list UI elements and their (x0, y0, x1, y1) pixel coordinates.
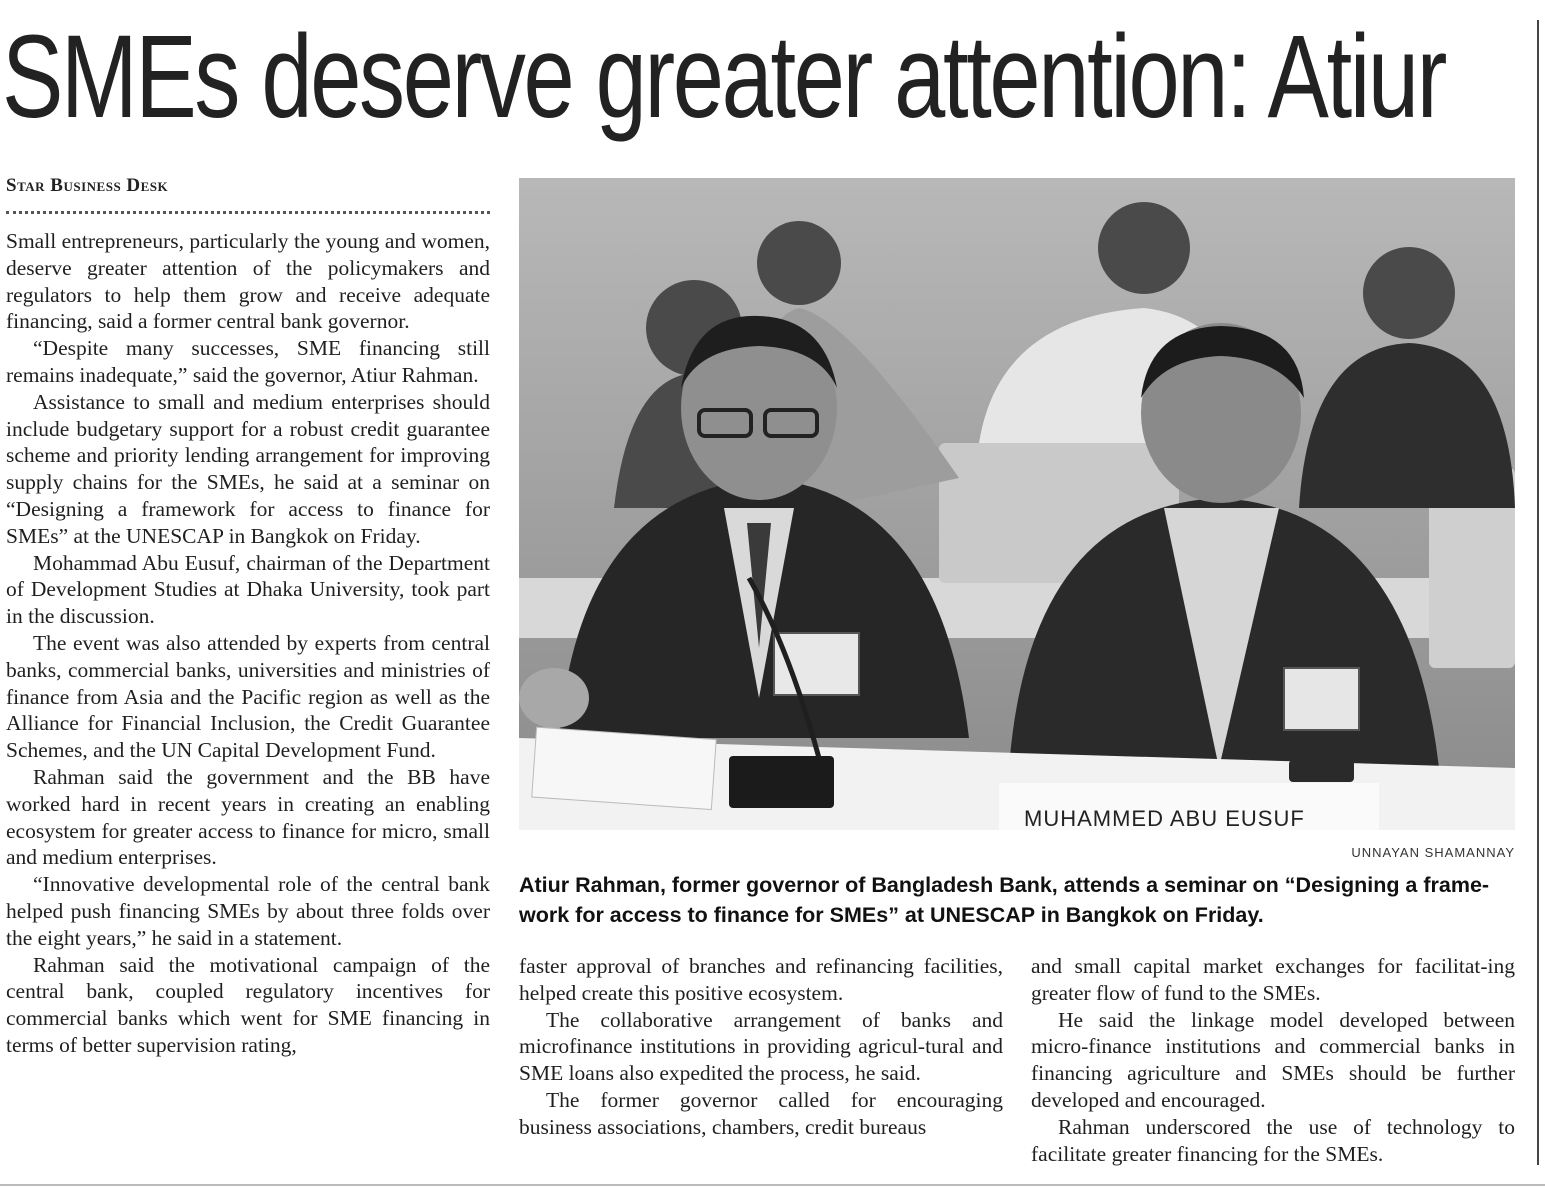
article-column-3 (1031, 953, 1515, 1167)
article-column-2 (519, 953, 1003, 1141)
paragraph: Assistance to small and medium enterprises should include budgetary support for a robust credit guarantee scheme and priority lending arrangement for improving supply chains for the SMEs, he said at a seminar on “Designing a framework for access to finance for SMEs” at the UNESCAP in Bangkok on Friday. (6, 389, 490, 548)
paragraph: Mohammad Abu Eusuf, chairman of the Department of Development Studies at Dhaka University, took part in the discussion. (6, 550, 490, 629)
paragraph: The collaborative arrangement of banks and microfinance institutions in providing agricul-tural and SME loans also expedited the process, he said. (519, 1007, 1003, 1086)
nameplate-text: MUHAMMED ABU EUSUF (1024, 806, 1305, 830)
seminar-photo-illustration (519, 178, 1515, 830)
paragraph: Rahman underscored the use of technology to facilitate greater financing for the SMEs. (1031, 1114, 1515, 1166)
paragraph: and small capital market exchanges for facilitat-ing greater flow of fund to the SMEs. (1031, 954, 1515, 1005)
paragraph: Rahman said the government and the BB have worked hard in recent years in creating an enabling ecosystem for greater access to finance for micro, small and medium enterprises. (6, 764, 490, 870)
paragraph: The former governor called for encouraging business associations, chambers, credit bureaus (519, 1087, 1003, 1139)
photo-credit: UNNAYAN SHAMANNAY (1351, 845, 1515, 860)
paragraph: “Innovative developmental role of the central bank helped push financing SMEs by about three folds over the eight years,” he said in a statement. (6, 872, 490, 950)
paragraph: He said the linkage model developed between micro-finance institutions and commercial banks in financing agriculture and SMEs should be further developed and encouraged. (1031, 1007, 1515, 1112)
byline: Star Business Desk (6, 175, 169, 196)
paragraph: faster approval of branches and refinancing facilities, helped create this positive ecosystem. (519, 954, 1003, 1005)
paragraph: Small entrepreneurs, particularly the young and women, deserve greater attention of the policymakers and regulators to help them grow and receive adequate financing, said a former central bank governor. (6, 229, 490, 334)
page-bottom-rule (0, 1184, 1545, 1186)
photo-caption: Atiur Rahman, former governor of Bangladesh Bank, attends a seminar on “Designing a frame-work for access to finance for SMEs” at UNESCAP in Bangkok on Friday. (519, 873, 1490, 927)
paragraph: The event was also attended by experts from central banks, commercial banks, universities and ministries of finance from Asia and the Pacific region as well as the Alliance for Financial Inclusion, the Credit Guarantee Schemes, and the UN Capital Development Fund. (6, 630, 490, 763)
paragraph: “Despite many successes, SME financing still remains inadequate,” said the governor, Atiur Rahman. (6, 336, 490, 387)
paragraph: Rahman said the motivational campaign of the central bank, coupled regulatory incentives for commercial banks which went for SME financing in terms of better supervision rating, (6, 952, 490, 1057)
byline-divider (6, 211, 490, 214)
news-photo (519, 178, 1515, 830)
column-rule (1537, 20, 1539, 1165)
article-column-1 (6, 228, 490, 1059)
headline: SMEs deserve greater attention: Atiur (2, 11, 1446, 143)
